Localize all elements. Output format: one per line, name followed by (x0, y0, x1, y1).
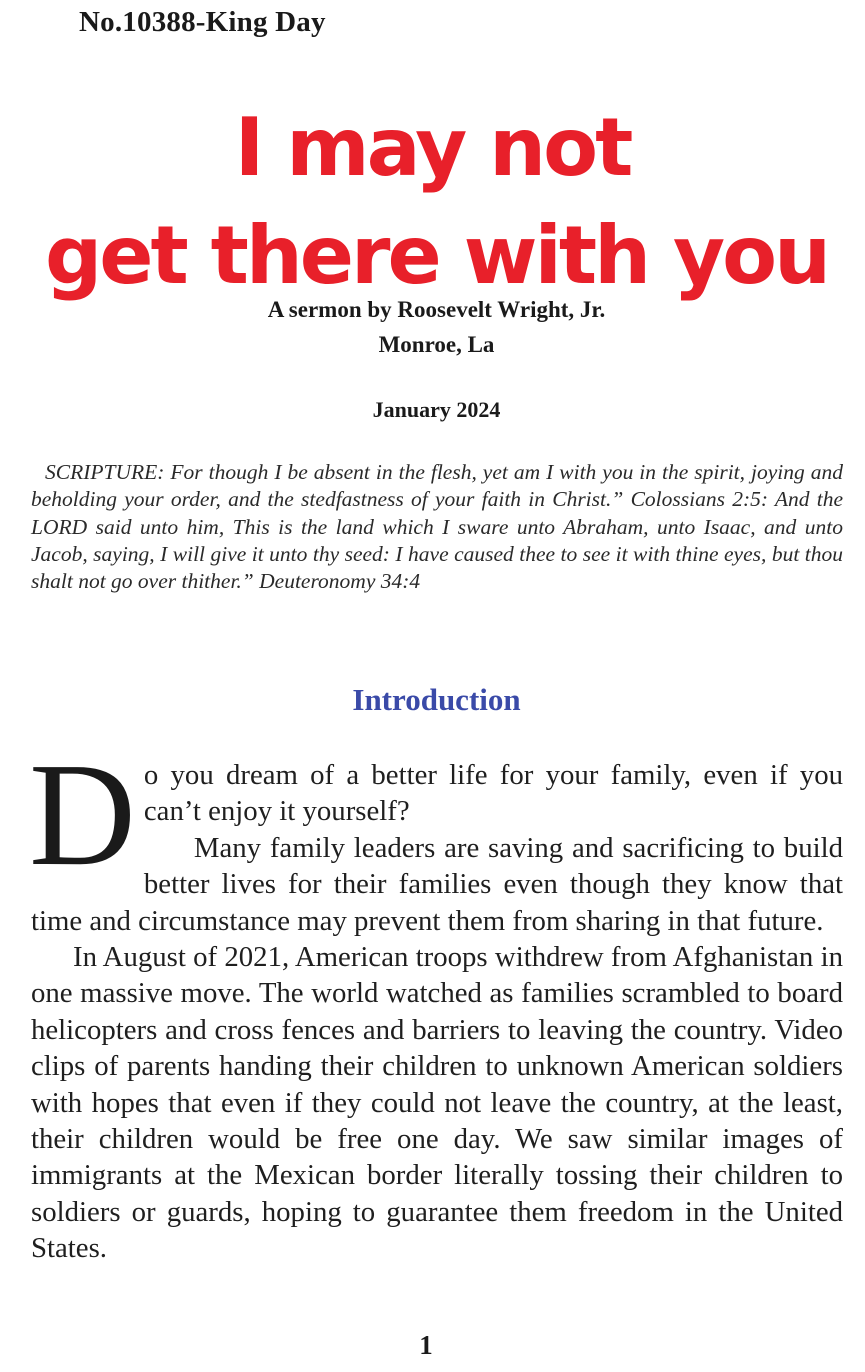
paragraph-1b-text: Many family leaders are saving and sacrificing to build better lives for their families even though they know that time and circumstance may prevent them from sharing in that future. (31, 831, 843, 937)
sermon-title-line-1: I may not (234, 101, 631, 194)
byline-author: A sermon by Roosevelt Wright, Jr. (267, 297, 606, 322)
document-number-label: No.10388-King Day (79, 6, 326, 38)
paragraph-1b (31, 830, 843, 939)
body-text (29, 733, 843, 1267)
section-heading-introduction: Introduction (352, 682, 521, 717)
drop-cap: D (29, 733, 136, 897)
paragraph-1-text: o you dream of a better life for your family, even if you can’t enjoy it yourself? (143, 759, 843, 828)
byline-date: January 2024 (372, 397, 501, 422)
sermon-title-line-2: get there with you (44, 209, 829, 302)
paragraph-2: In August of 2021, American troops withdrew from Afghanistan in one massive move. The world watched as families scrambled to board helicopters and cross fences and barriers to leaving the country. Video clips of parents handing their children to unknown American soldiers with hopes that even if they could not leave the country, at the least, their children would be free one day. We saw similar images of immigrants at the Mexican border literally tossing their children to soldiers or guards, hoping to guarantee them freedom in the United States. (31, 941, 843, 1265)
page-number: 1 (419, 1330, 433, 1360)
scripture-passage: SCRIPTURE: For though I be absent in the flesh, yet am I with you in the spirit, joying and beholding your order, and the stedfastness of your faith in Christ.” Colossians 2:5: And the LORD said unto him, This is the land which I sware unto Abraham, unto Isaac, and unto Jacob, saying, I will give it unto thy seed: I have caused thee to see it with thine eyes, but thou shalt not go over thither.” Deuteronomy 34:4 (31, 460, 843, 594)
byline-place: Monroe, La (378, 332, 495, 357)
